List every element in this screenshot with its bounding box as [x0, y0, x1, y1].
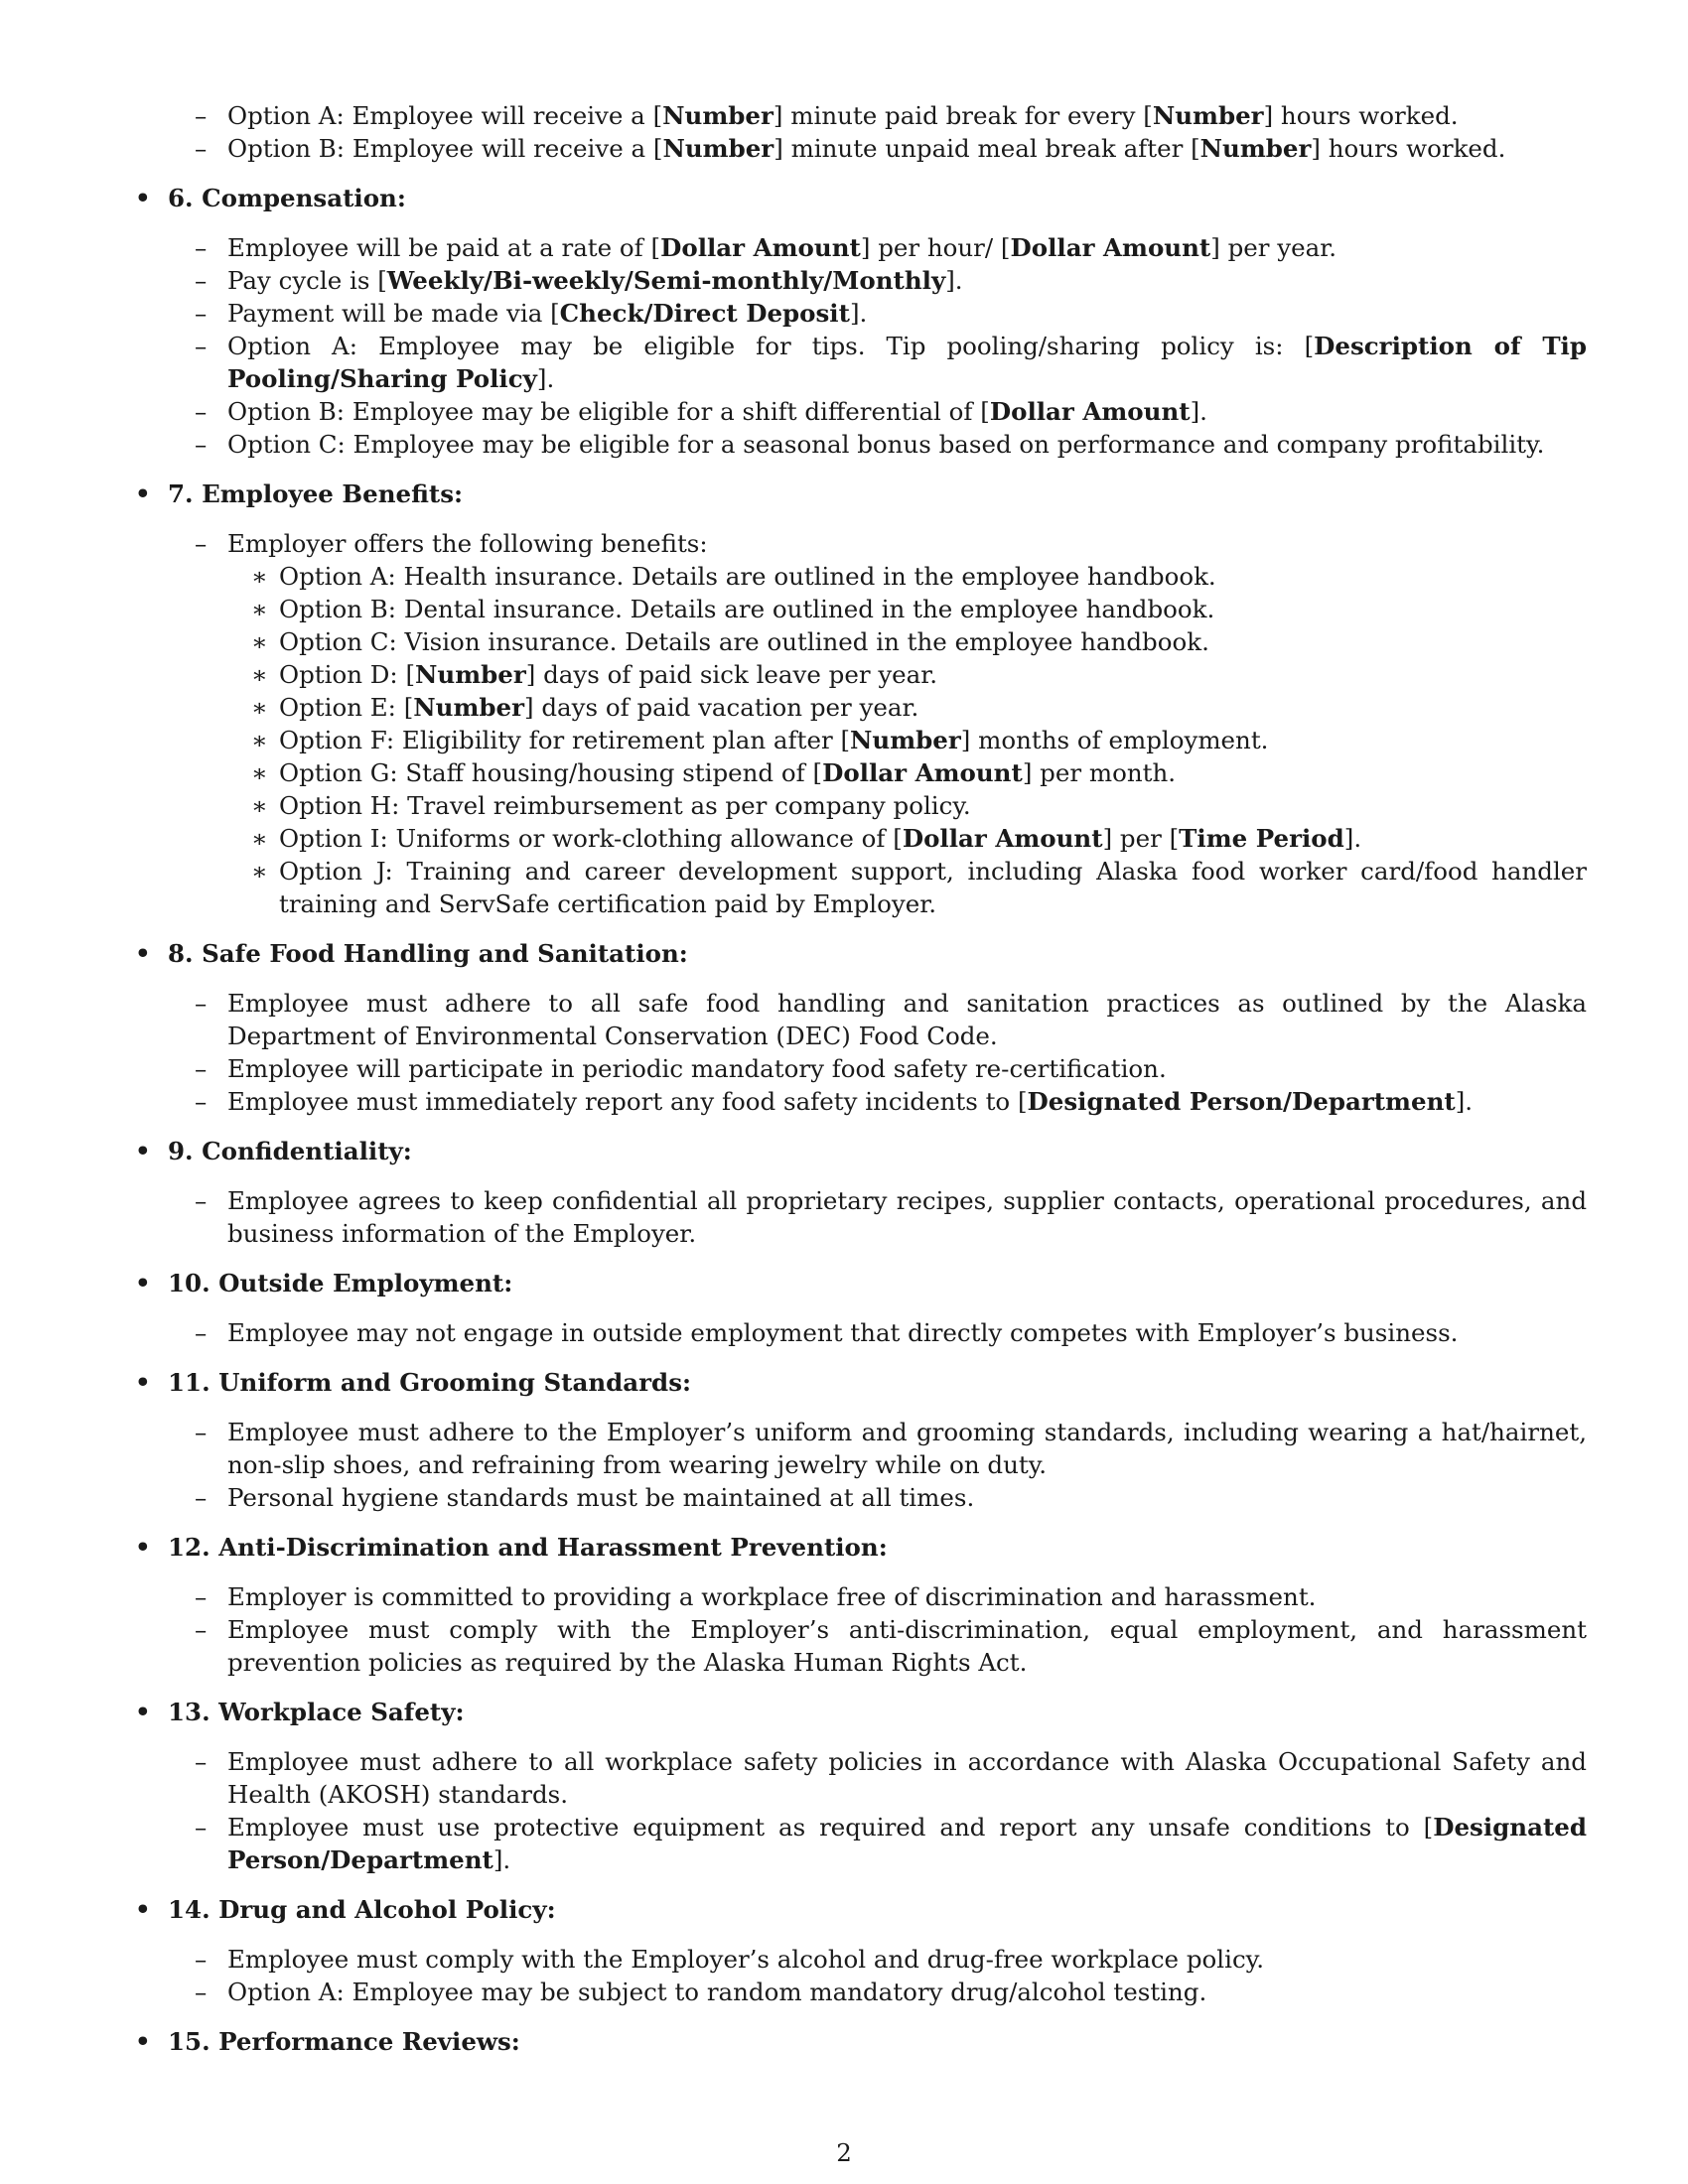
clause-item — [168, 1481, 1587, 1514]
section-12-anti-discrimination-and-harassment-prevention — [135, 1531, 1587, 1679]
text-run: ]. — [945, 266, 963, 295]
section-15-performance-reviews — [135, 2025, 1587, 2058]
dash-icon: – — [195, 1582, 208, 1611]
asterisk-icon: ∗ — [251, 857, 268, 886]
clause-item — [168, 99, 1587, 132]
placeholder-field: Dollar Amount — [902, 824, 1103, 853]
text-run: Employee will participate in periodic mandatory food safety re-certification. — [227, 1054, 1167, 1083]
placeholder-field: Designated Person/Department — [227, 1813, 1587, 1874]
text-run: Option E: [ — [279, 693, 414, 722]
dash-icon: – — [195, 233, 208, 262]
text-run: Payment will be made via [ — [227, 299, 560, 328]
text-run: Employee may not engage in outside employment that directly competes with Employer’s business. — [227, 1318, 1459, 1347]
asterisk-icon: ∗ — [251, 693, 268, 722]
section-14-drug-and-alcohol-policy — [135, 1893, 1587, 2008]
clause-item — [168, 1184, 1587, 1250]
text-run: Employee must comply with the Employer’s alcohol and drug-free workplace policy. — [227, 1945, 1265, 1974]
clause-list — [168, 1316, 1587, 1349]
dash-icon: – — [195, 1813, 208, 1842]
benefit-item — [227, 560, 1587, 593]
dash-icon: – — [195, 1054, 208, 1083]
text-run: Option B: Employee will receive a [ — [227, 134, 663, 163]
placeholder-field: Number — [662, 101, 774, 130]
clause-item — [168, 1811, 1587, 1876]
benefit-item — [227, 789, 1587, 822]
clause-list — [168, 1745, 1587, 1876]
text-run: ] per [ — [1102, 824, 1180, 853]
placeholder-field: Dollar Amount — [989, 397, 1191, 426]
clause-list — [168, 1580, 1587, 1679]
text-run: Employee will be paid at a rate of [ — [227, 233, 661, 262]
section-title: 14. Drug and Alcohol Policy: — [168, 1895, 556, 1924]
placeholder-field: Dollar Amount — [1010, 233, 1211, 262]
dash-icon: – — [195, 299, 208, 328]
benefit-item — [227, 724, 1587, 756]
text-run: Employee must use protective equipment as required and report any unsafe conditions to [ — [227, 1813, 1434, 1842]
section-13-workplace-safety — [135, 1696, 1587, 1876]
text-run: ] minute paid break for every [ — [773, 101, 1153, 130]
section-title: 15. Performance Reviews: — [168, 2027, 520, 2056]
text-run: Option A: Employee may be eligible for tips. Tip pooling/sharing policy is: [ — [227, 332, 1315, 360]
clause-item — [168, 1580, 1587, 1613]
dash-icon: – — [195, 1978, 208, 2006]
clause-item — [168, 1613, 1587, 1679]
bullet-icon: • — [135, 1269, 151, 1297]
placeholder-field: Number — [1199, 134, 1312, 163]
placeholder-field: Number — [415, 660, 526, 689]
text-run: Option B: Dental insurance. Details are outlined in the employee handbook. — [279, 595, 1215, 623]
text-run: ]. — [849, 299, 868, 328]
text-run: ]. — [1190, 397, 1207, 426]
placeholder-field: Description of Tip Pooling/Sharing Policy — [227, 332, 1587, 393]
section-title: 11. Uniform and Grooming Standards: — [168, 1368, 692, 1397]
section-title: 12. Anti-Discrimination and Harassment Prevention: — [168, 1533, 888, 1562]
text-run: Option I: Uniforms or work-clothing allowance of [ — [279, 824, 903, 853]
clause-item — [168, 1416, 1587, 1481]
benefit-item — [227, 691, 1587, 724]
section-title: 6. Compensation: — [168, 184, 406, 212]
section-title: 9. Confidentiality: — [168, 1137, 412, 1165]
dash-icon: – — [195, 1087, 208, 1116]
text-run: Option A: Employee may be subject to random mandatory drug/alcohol testing. — [227, 1978, 1207, 2006]
placeholder-field: Number — [1152, 101, 1264, 130]
text-run: Option F: Eligibility for retirement plan after [ — [279, 726, 851, 754]
asterisk-icon: ∗ — [251, 824, 268, 853]
text-run: ]. — [536, 364, 555, 393]
placeholder-field: Designated Person/Department — [1027, 1087, 1456, 1116]
bullet-icon: • — [135, 1533, 151, 1562]
placeholder-field: Number — [662, 134, 774, 163]
asterisk-icon: ∗ — [251, 627, 268, 656]
text-run: ] hours worked. — [1311, 134, 1506, 163]
dash-icon: – — [195, 989, 208, 1018]
text-run: ]. — [1455, 1087, 1474, 1116]
benefit-item — [227, 658, 1587, 691]
benefit-item — [227, 822, 1587, 855]
section-title: 7. Employee Benefits: — [168, 479, 464, 508]
text-run: Option H: Travel reimbursement as per company policy. — [279, 791, 971, 820]
placeholder-field: Dollar Amount — [822, 758, 1023, 787]
text-run: ] days of paid vacation per year. — [524, 693, 919, 722]
benefit-item — [227, 855, 1587, 920]
section-title: 8. Safe Food Handling and Sanitation: — [168, 939, 688, 968]
bullet-icon: • — [135, 2027, 151, 2056]
text-run: Employee agrees to keep confidential all proprietary recipes, supplier contacts, operational procedures, and business information of the Employer. — [227, 1186, 1587, 1248]
clause-list — [168, 1943, 1587, 2008]
placeholder-field: Weekly/Bi-weekly/Semi-monthly/Monthly — [386, 266, 946, 295]
asterisk-icon: ∗ — [251, 562, 268, 591]
text-run: Option G: Staff housing/housing stipend of [ — [279, 758, 823, 787]
clause-item — [168, 1085, 1587, 1118]
text-run: Employee must comply with the Employer’s anti-discrimination, equal employment, and harassment prevention policies as required by the Alaska Human Rights Act. — [227, 1615, 1587, 1677]
text-run: Personal hygiene standards must be maintained at all times. — [227, 1483, 975, 1512]
dash-icon: – — [195, 1615, 208, 1644]
text-run: ]. — [492, 1845, 511, 1874]
section-title: 10. Outside Employment: — [168, 1269, 513, 1297]
dash-icon: – — [195, 430, 208, 459]
clause-item — [168, 1943, 1587, 1976]
text-run: Option B: Employee may be eligible for a shift differential of [ — [227, 397, 990, 426]
clause-list — [168, 99, 1587, 165]
clause-item — [168, 297, 1587, 330]
text-run: Employee must adhere to the Employer’s uniform and grooming standards, including wearing a hat/hairnet, non-slip shoes, and refraining from wearing jewelry while on duty. — [227, 1418, 1587, 1479]
page-number: 2 — [836, 2138, 852, 2167]
section-6-compensation — [135, 182, 1587, 461]
dash-icon: – — [195, 134, 208, 163]
clause-item — [168, 428, 1587, 461]
clause-list — [168, 1416, 1587, 1514]
bullet-icon: • — [135, 184, 151, 212]
clause-list — [168, 527, 1587, 920]
text-run: Option A: Employee will receive a [ — [227, 101, 663, 130]
section-7-employee-benefits — [135, 478, 1587, 920]
text-run: Employee must immediately report any food safety incidents to [ — [227, 1087, 1028, 1116]
asterisk-icon: ∗ — [251, 595, 268, 623]
bullet-icon: • — [135, 479, 151, 508]
dash-icon: – — [195, 1186, 208, 1215]
clause-item — [168, 231, 1587, 264]
clause-item — [168, 1745, 1587, 1811]
text-run: Employee must adhere to all workplace safety policies in accordance with Alaska Occupational Safety and Health (AKOSH) standards. — [227, 1747, 1587, 1809]
dash-icon: – — [195, 1418, 208, 1446]
section-8-safe-food-handling-and-sanitation — [135, 937, 1587, 1118]
dash-icon: – — [195, 1747, 208, 1776]
asterisk-icon: ∗ — [251, 726, 268, 754]
dash-icon: – — [195, 101, 208, 130]
clause-list — [168, 1184, 1587, 1250]
section-continued — [135, 99, 1587, 165]
clause-item — [168, 1976, 1587, 2008]
clause-item — [168, 330, 1587, 395]
section-10-outside-employment — [135, 1267, 1587, 1349]
text-run: Option D: [ — [279, 660, 416, 689]
text-run: Option C: Vision insurance. Details are outlined in the employee handbook. — [279, 627, 1209, 656]
benefit-item — [227, 625, 1587, 658]
text-run: Employee must adhere to all safe food handling and sanitation practices as outlined by the Alaska Department of Environmental Conservation (DEC) Food Code. — [227, 989, 1587, 1050]
placeholder-field: Check/Direct Deposit — [559, 299, 850, 328]
text-run: ] per hour/ [ — [860, 233, 1011, 262]
dash-icon: – — [195, 1945, 208, 1974]
text-run: Option C: Employee may be eligible for a seasonal bonus based on performance and company profitability. — [227, 430, 1545, 459]
clause-item — [168, 1316, 1587, 1349]
dash-icon: – — [195, 1318, 208, 1347]
asterisk-icon: ∗ — [251, 758, 268, 787]
text-run: ] days of paid sick leave per year. — [525, 660, 938, 689]
text-run: ] hours worked. — [1263, 101, 1459, 130]
placeholder-field: Dollar Amount — [660, 233, 861, 262]
text-run: ] per month. — [1022, 758, 1177, 787]
asterisk-icon: ∗ — [251, 791, 268, 820]
benefit-list — [227, 560, 1587, 920]
clause-list — [168, 231, 1587, 461]
clause-item — [168, 527, 1587, 920]
text-run: ] minute unpaid meal break after [ — [774, 134, 1200, 163]
section-title: 13. Workplace Safety: — [168, 1698, 465, 1726]
clause-list — [168, 987, 1587, 1118]
benefit-item — [227, 756, 1587, 789]
text-run: ] months of employment. — [960, 726, 1269, 754]
text-run: Pay cycle is [ — [227, 266, 387, 295]
bullet-icon: • — [135, 1895, 151, 1924]
document-body — [135, 99, 1587, 2058]
text-run: ] per year. — [1210, 233, 1337, 262]
dash-icon: – — [195, 397, 208, 426]
section-9-confidentiality — [135, 1135, 1587, 1250]
text-run: Employer offers the following benefits: — [227, 529, 708, 558]
text-run: Option A: Health insurance. Details are outlined in the employee handbook. — [279, 562, 1216, 591]
bullet-icon: • — [135, 1137, 151, 1165]
section-11-uniform-and-grooming-standards — [135, 1366, 1587, 1514]
text-run: ]. — [1343, 824, 1362, 853]
clause-item — [168, 1052, 1587, 1085]
placeholder-field: Time Period — [1179, 824, 1344, 853]
text-run: Employer is committed to providing a workplace free of discrimination and harassment. — [227, 1582, 1317, 1611]
bullet-icon: • — [135, 1368, 151, 1397]
dash-icon: – — [195, 266, 208, 295]
dash-icon: – — [195, 1483, 208, 1512]
asterisk-icon: ∗ — [251, 660, 268, 689]
dash-icon: – — [195, 529, 208, 558]
dash-icon: – — [195, 332, 208, 360]
bullet-icon: • — [135, 1698, 151, 1726]
clause-item — [168, 264, 1587, 297]
clause-item — [168, 987, 1587, 1052]
clause-item — [168, 132, 1587, 165]
benefit-item — [227, 593, 1587, 625]
bullet-icon: • — [135, 939, 151, 968]
text-run: Option J: Training and career development support, including Alaska food worker card/food handler training and ServSafe certification paid by Employer. — [279, 857, 1587, 918]
clause-item — [168, 395, 1587, 428]
placeholder-field: Number — [413, 693, 525, 722]
placeholder-field: Number — [850, 726, 961, 754]
